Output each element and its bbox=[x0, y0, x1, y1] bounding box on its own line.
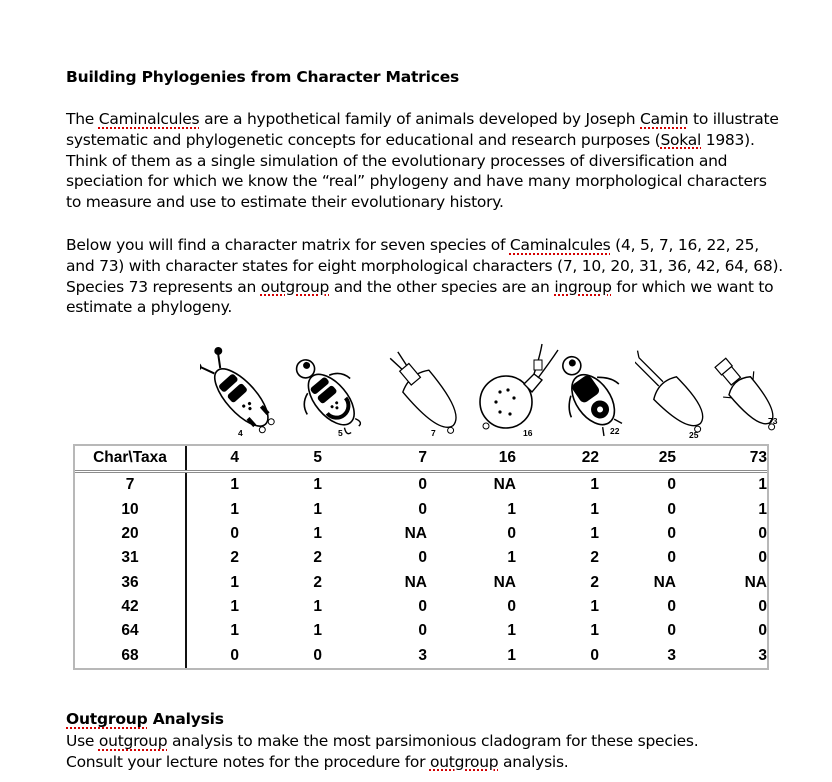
character-state-cell: NA bbox=[493, 476, 516, 494]
character-state-cell: 1 bbox=[590, 525, 599, 543]
caminalcule-7-icon bbox=[385, 336, 475, 442]
character-matrix-table bbox=[75, 446, 767, 668]
character-state-cell: 2 bbox=[230, 549, 239, 567]
text-segment: Consult your lecture notes for the procedure for bbox=[66, 752, 430, 771]
spellcheck-word[interactable]: ingroup bbox=[554, 277, 612, 296]
character-state-cell: 0 bbox=[230, 525, 239, 543]
character-id-cell: 7 bbox=[75, 472, 186, 498]
taxon-header: 25 bbox=[601, 446, 684, 472]
text-segment: Use bbox=[66, 732, 99, 750]
taxon-label: 73 bbox=[768, 416, 778, 426]
character-state-cell: 0 bbox=[507, 525, 516, 543]
caminalcule-4-icon bbox=[200, 336, 280, 442]
character-state-cell: 1 bbox=[507, 500, 516, 518]
character-state-cell: 0 bbox=[758, 549, 767, 567]
spellcheck-word[interactable]: outgroup bbox=[98, 732, 168, 750]
table-row bbox=[75, 619, 767, 643]
text-segment: to illustrate systematic and phylogenetic concepts for educational and research purposes ( bbox=[66, 110, 779, 149]
character-state-cell: 0 bbox=[667, 500, 676, 518]
taxon-label: 7 bbox=[431, 428, 436, 438]
character-state-cell: 0 bbox=[418, 597, 427, 615]
character-state-cell: 2 bbox=[313, 549, 322, 567]
character-state-cell: 1 bbox=[507, 622, 516, 640]
text-segment: analysis to make the most parsimonious cladogram for these species. bbox=[167, 732, 699, 750]
corner-header: Char\Taxa bbox=[75, 446, 186, 472]
character-id-cell: 36 bbox=[75, 570, 186, 594]
outgroup-analysis-heading bbox=[66, 710, 224, 728]
spellcheck-word[interactable]: Sokal bbox=[660, 130, 702, 149]
text-segment: 1983). Think of them as a single simulation of the evolutionary processes of diversification and speciation for which we know the “real” phylogeny and have many morphological characters to measure and use to estimate their evolutionary history. bbox=[66, 130, 767, 212]
outgroup-instructions bbox=[66, 731, 786, 773]
character-state-cell: NA bbox=[653, 573, 676, 591]
character-state-cell: 2 bbox=[590, 573, 599, 591]
text-segment: (4, 5, 7, 16, 22, 25, and 73) with character states for eight morphological characters (7, 10, 20, 31, 36, 42, 64, 68). Species 73 represents an bbox=[66, 236, 783, 296]
spellcheck-word[interactable]: outgroup bbox=[260, 277, 330, 296]
spellcheck-word[interactable]: outgroup bbox=[429, 752, 499, 771]
taxon-header: 16 bbox=[435, 446, 518, 472]
character-state-cell: 1 bbox=[758, 476, 767, 494]
character-state-cell: 1 bbox=[313, 597, 322, 615]
taxon-header: 4 bbox=[186, 446, 269, 472]
taxon-label: 25 bbox=[689, 430, 699, 440]
character-state-cell: 0 bbox=[230, 646, 239, 664]
taxon-header: 5 bbox=[269, 446, 352, 472]
character-state-cell: 1 bbox=[313, 476, 322, 494]
spellcheck-word[interactable]: Caminalcules bbox=[98, 110, 200, 128]
character-id-cell: 42 bbox=[75, 595, 186, 619]
taxon-label: 4 bbox=[238, 428, 243, 438]
character-state-cell: 1 bbox=[230, 597, 239, 615]
character-state-cell: 1 bbox=[230, 573, 239, 591]
table-row bbox=[75, 643, 767, 667]
character-state-cell: 2 bbox=[590, 549, 599, 567]
taxon-header: 73 bbox=[684, 446, 767, 472]
character-state-cell: 0 bbox=[667, 525, 676, 543]
table-row bbox=[75, 570, 767, 594]
character-state-cell: 3 bbox=[758, 646, 767, 664]
character-state-cell: 1 bbox=[507, 549, 516, 567]
character-state-cell: 1 bbox=[313, 500, 322, 518]
character-state-cell: 1 bbox=[590, 597, 599, 615]
text-segment: Analysis bbox=[147, 710, 224, 728]
character-state-cell: 0 bbox=[667, 549, 676, 567]
intro-paragraph bbox=[66, 109, 786, 213]
character-state-cell: 1 bbox=[313, 622, 322, 640]
caminalcule-25-icon bbox=[635, 336, 720, 442]
caminalcule-figure bbox=[190, 336, 790, 442]
taxon-header: 22 bbox=[518, 446, 601, 472]
character-state-cell: 0 bbox=[418, 622, 427, 640]
character-state-cell: 0 bbox=[313, 646, 322, 664]
page-title: Building Phylogenies from Character Matrices bbox=[66, 68, 460, 86]
character-state-cell: NA bbox=[493, 573, 516, 591]
text-segment: and the other species are an bbox=[329, 277, 555, 296]
character-state-cell: 0 bbox=[590, 646, 599, 664]
character-id-cell: 31 bbox=[75, 546, 186, 570]
text-segment: Below you will find a character matrix for seven species of bbox=[66, 236, 510, 254]
character-state-cell: NA bbox=[404, 525, 427, 543]
character-state-cell: 1 bbox=[590, 500, 599, 518]
character-state-cell: 0 bbox=[758, 597, 767, 615]
caminalcule-22-icon bbox=[552, 336, 642, 442]
character-state-cell: 1 bbox=[507, 646, 516, 664]
character-state-cell: 0 bbox=[418, 500, 427, 518]
character-state-cell: 3 bbox=[418, 646, 427, 664]
taxon-label: 22 bbox=[610, 426, 620, 436]
character-state-cell: 0 bbox=[758, 525, 767, 543]
character-state-cell: 2 bbox=[313, 573, 322, 591]
character-state-cell: 1 bbox=[758, 500, 767, 518]
text-segment: The bbox=[66, 110, 99, 128]
text-segment: are a hypothetical family of animals developed by Joseph bbox=[199, 110, 641, 128]
text-segment: analysis. bbox=[498, 752, 569, 771]
character-state-cell: 0 bbox=[667, 622, 676, 640]
character-state-cell: 0 bbox=[758, 622, 767, 640]
character-state-cell: 0 bbox=[667, 597, 676, 615]
table-row bbox=[75, 522, 767, 546]
table-row bbox=[75, 546, 767, 570]
character-state-cell: NA bbox=[744, 573, 767, 591]
character-state-cell: 0 bbox=[507, 597, 516, 615]
character-state-cell: 1 bbox=[230, 476, 239, 494]
character-state-cell: 3 bbox=[667, 646, 676, 664]
spellcheck-word[interactable]: Caminalcules bbox=[509, 236, 611, 254]
character-state-cell: 0 bbox=[418, 549, 427, 567]
table-header-row bbox=[75, 446, 767, 472]
character-state-cell: 1 bbox=[590, 622, 599, 640]
spellcheck-word[interactable]: Outgroup bbox=[66, 710, 148, 728]
table-row bbox=[75, 472, 767, 498]
text-segment: for which we want to estimate a phylogeny. bbox=[66, 277, 774, 317]
character-state-cell: 1 bbox=[590, 476, 599, 494]
taxon-label: 16 bbox=[523, 428, 533, 438]
character-state-cell: 1 bbox=[313, 525, 322, 543]
character-id-cell: 64 bbox=[75, 619, 186, 643]
character-id-cell: 10 bbox=[75, 498, 186, 522]
character-state-cell: 1 bbox=[230, 622, 239, 640]
character-id-cell: 20 bbox=[75, 522, 186, 546]
character-matrix bbox=[73, 444, 769, 670]
caminalcule-73-icon bbox=[710, 336, 790, 442]
character-state-cell: NA bbox=[404, 573, 427, 591]
character-id-cell: 68 bbox=[75, 643, 186, 667]
spellcheck-word[interactable]: Camin bbox=[640, 110, 689, 128]
table-row bbox=[75, 595, 767, 619]
matrix-intro-paragraph bbox=[66, 235, 786, 318]
character-state-cell: 0 bbox=[667, 476, 676, 494]
caminalcule-5-icon bbox=[290, 336, 370, 442]
taxon-header: 7 bbox=[352, 446, 435, 472]
character-state-cell: 1 bbox=[230, 500, 239, 518]
taxon-label: 5 bbox=[338, 428, 343, 438]
table-row bbox=[75, 498, 767, 522]
character-state-cell: 0 bbox=[418, 476, 427, 494]
